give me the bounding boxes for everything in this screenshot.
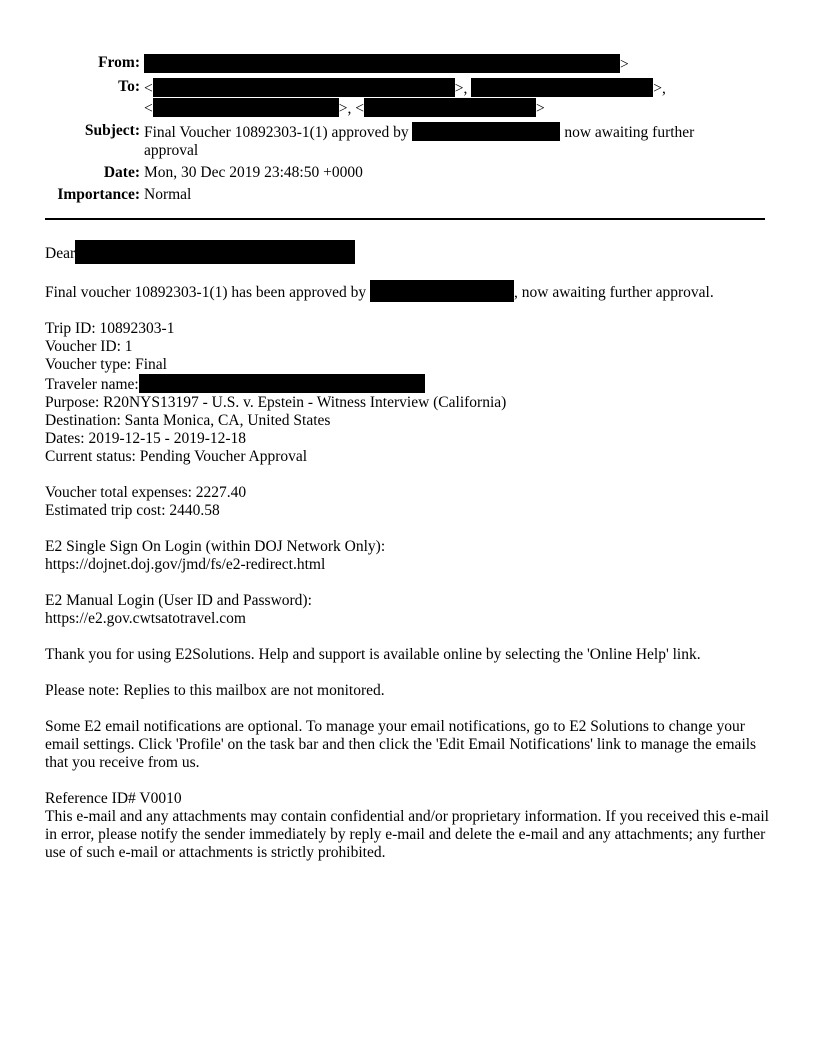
to-value bbox=[144, 78, 764, 118]
redaction-block bbox=[471, 78, 653, 97]
to-separator: >, < bbox=[338, 100, 364, 117]
subject-row bbox=[0, 122, 816, 160]
sso-link[interactable]: https://dojnet.doj.gov/jmd/fs/e2-redirect.html bbox=[45, 556, 326, 573]
redaction-block bbox=[153, 98, 339, 117]
redaction-block bbox=[144, 54, 620, 73]
disclaimer: This e-mail and any attachments may contain confidential and/or proprietary information. If you received this e-mail in error, please notify the sender immediately by reply e-mail and delete the e-mail and any attachments; any further use of such e-mail or attachments is strictly prohibited. bbox=[45, 808, 769, 861]
from-value bbox=[144, 54, 764, 74]
approval-text: , now awaiting further approval. bbox=[514, 284, 714, 301]
email-header bbox=[0, 54, 816, 204]
sso-title: E2 Single Sign On Login (within DOJ Network Only): bbox=[45, 538, 386, 555]
redaction-block bbox=[364, 98, 536, 117]
trip-dates: Dates: 2019-12-15 - 2019-12-18 bbox=[45, 430, 247, 447]
redaction-block bbox=[153, 78, 455, 97]
importance-label: Importance: bbox=[57, 186, 140, 203]
thanks-paragraph: Thank you for using E2Solutions. Help and support is available online by selecting the 'Online Help' link. bbox=[45, 646, 701, 663]
subject-text: Final Voucher 10892303-1(1) approved by bbox=[144, 124, 409, 141]
voucher-total: Voucher total expenses: 2227.40 bbox=[45, 484, 247, 501]
to-separator: >, bbox=[653, 80, 666, 97]
subject-text: now awaiting further bbox=[564, 124, 695, 141]
greeting bbox=[45, 240, 773, 262]
to-label: To: bbox=[118, 78, 140, 95]
importance-row bbox=[0, 186, 816, 204]
to-bracket: > bbox=[535, 100, 545, 117]
to-bracket: < bbox=[144, 100, 153, 117]
optional-notifications: Some E2 email notifications are optional. To manage your email notifications, go to E2 Solutions to change your email settings. Click 'Profile' on the task bar and then click the 'Edit Email Notifications' link to manage the emails that you receive from us. bbox=[45, 718, 757, 771]
voucher-type: Voucher type: Final bbox=[45, 356, 167, 373]
subject-text: approval bbox=[144, 142, 199, 159]
trip-id: Trip ID: 10892303-1 bbox=[45, 320, 175, 337]
voucher-id: Voucher ID: 1 bbox=[45, 338, 133, 355]
purpose: Purpose: R20NYS13197 - U.S. v. Epstein - Witness Interview (California) bbox=[45, 394, 507, 411]
date-row bbox=[0, 164, 816, 182]
approval-text: Final voucher 10892303-1(1) has been approved by bbox=[45, 284, 367, 301]
current-status: Current status: Pending Voucher Approval bbox=[45, 448, 308, 465]
manual-login-title: E2 Manual Login (User ID and Password): bbox=[45, 592, 312, 609]
header-divider bbox=[45, 218, 765, 220]
to-bracket: < bbox=[144, 80, 153, 97]
importance-value: Normal bbox=[144, 186, 192, 203]
email-body bbox=[45, 240, 773, 862]
from-suffix: > bbox=[620, 56, 629, 73]
estimated-cost: Estimated trip cost: 2440.58 bbox=[45, 502, 220, 519]
to-separator: >, bbox=[454, 80, 472, 97]
greeting-text: Dear bbox=[45, 245, 76, 262]
reference-id: Reference ID# V0010 bbox=[45, 790, 182, 807]
subject-label: Subject: bbox=[84, 122, 140, 139]
subject-value bbox=[144, 122, 764, 160]
redaction-block bbox=[75, 240, 355, 264]
mailbox-note: Please note: Replies to this mailbox are not monitored. bbox=[45, 682, 385, 699]
traveler-label: Traveler name: bbox=[45, 376, 139, 393]
date-value: Mon, 30 Dec 2019 23:48:50 +0000 bbox=[144, 164, 363, 181]
approval-line bbox=[45, 280, 773, 302]
from-label: From: bbox=[98, 54, 140, 71]
from-row bbox=[0, 54, 816, 74]
redaction-block bbox=[412, 122, 560, 141]
destination: Destination: Santa Monica, CA, United States bbox=[45, 412, 331, 429]
traveler-name bbox=[45, 374, 773, 394]
date-label: Date: bbox=[103, 164, 140, 181]
to-row bbox=[0, 78, 816, 118]
manual-login-link[interactable]: https://e2.gov.cwtsatotravel.com bbox=[45, 610, 246, 627]
redaction-block bbox=[139, 374, 425, 393]
redaction-block bbox=[370, 280, 514, 302]
